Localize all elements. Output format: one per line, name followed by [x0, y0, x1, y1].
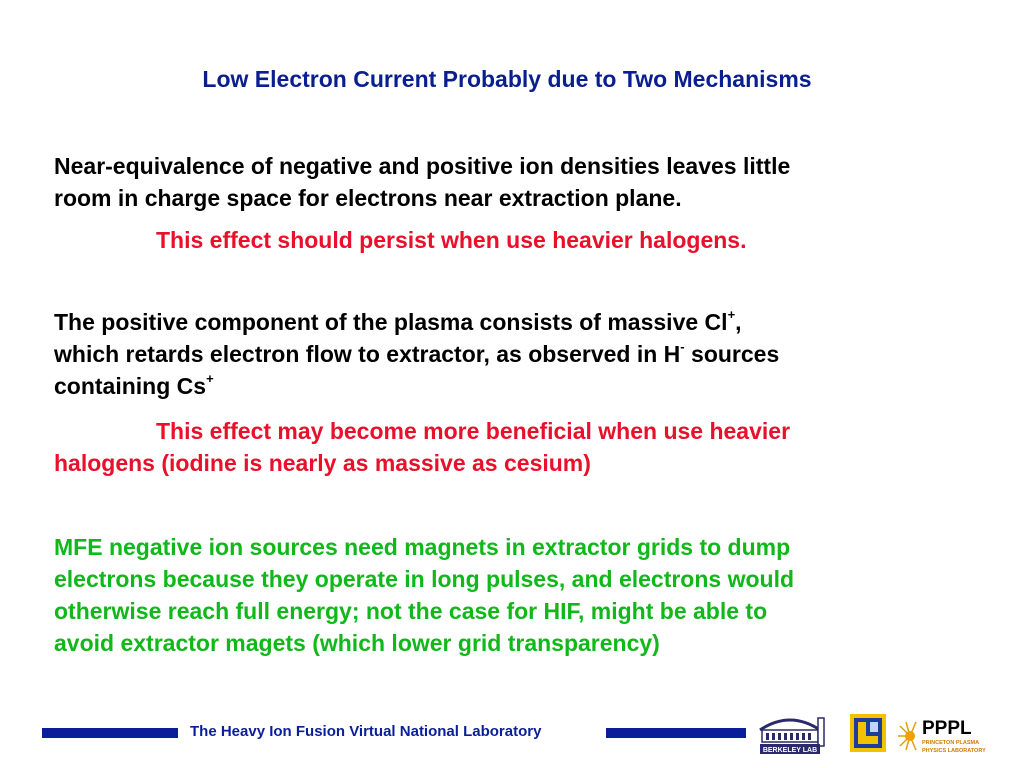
paragraph-mfe-magnets — [54, 531, 984, 659]
positive-component-text-4: containing Cs — [54, 373, 207, 399]
positive-component-text-3: sources — [684, 341, 780, 367]
note-heavier-halogens-text: This effect should persist when use heavier halogens. — [156, 227, 747, 253]
paragraph-charge-space — [54, 150, 984, 214]
paragraph-charge-space-line2: room in charge space for electrons near extraction plane. — [54, 185, 682, 211]
mfe-line2: electrons because they operate in long pulses, and electrons would — [54, 566, 795, 592]
note-beneficial-halogens — [54, 415, 984, 479]
pppl-sub2: PHYSICS LABORATORY — [922, 748, 986, 754]
note-beneficial-line1: This effect may become more beneficial when use heavier — [156, 418, 791, 444]
note-beneficial-line2: halogens (iodine is nearly as massive as cesium) — [54, 450, 591, 476]
pppl-logo — [896, 714, 988, 756]
mfe-line1: MFE negative ion sources need magnets in extractor grids to dump — [54, 534, 791, 560]
superscript-plus-cs: + — [206, 371, 214, 387]
slide-title: Low Electron Current Probably due to Two Mechanisms — [202, 66, 812, 92]
positive-component-comma: , — [735, 309, 742, 335]
footer-lab-name: The Heavy Ion Fusion Virtual National Laboratory — [190, 723, 542, 740]
mfe-line4: avoid extractor magets (which lower grid transparency) — [54, 630, 660, 656]
paragraph-charge-space-line1: Near-equivalence of negative and positive ion densities leaves little — [54, 153, 791, 179]
positive-component-text-2: which retards electron flow to extractor, as observed in H — [54, 341, 681, 367]
berkeley-lab-label: BERKELEY LAB — [762, 747, 818, 754]
pppl-sub1: PRINCETON PLASMA — [922, 740, 980, 746]
superscript-plus: + — [727, 307, 736, 323]
paragraph-positive-component — [54, 306, 984, 402]
note-heavier-halogens — [54, 224, 984, 256]
berkeley-lab-logo — [756, 710, 830, 756]
mfe-line3: otherwise reach full energy; not the case for HIF, might be able to — [54, 598, 768, 624]
footer-bar-left — [42, 728, 178, 738]
positive-component-text-1: The positive component of the plasma consists of massive Cl — [54, 309, 728, 335]
superscript-minus: - — [680, 339, 685, 355]
pppl-label: PPPL — [922, 718, 972, 739]
llnl-logo — [850, 714, 886, 752]
footer-bar-right — [606, 728, 746, 738]
